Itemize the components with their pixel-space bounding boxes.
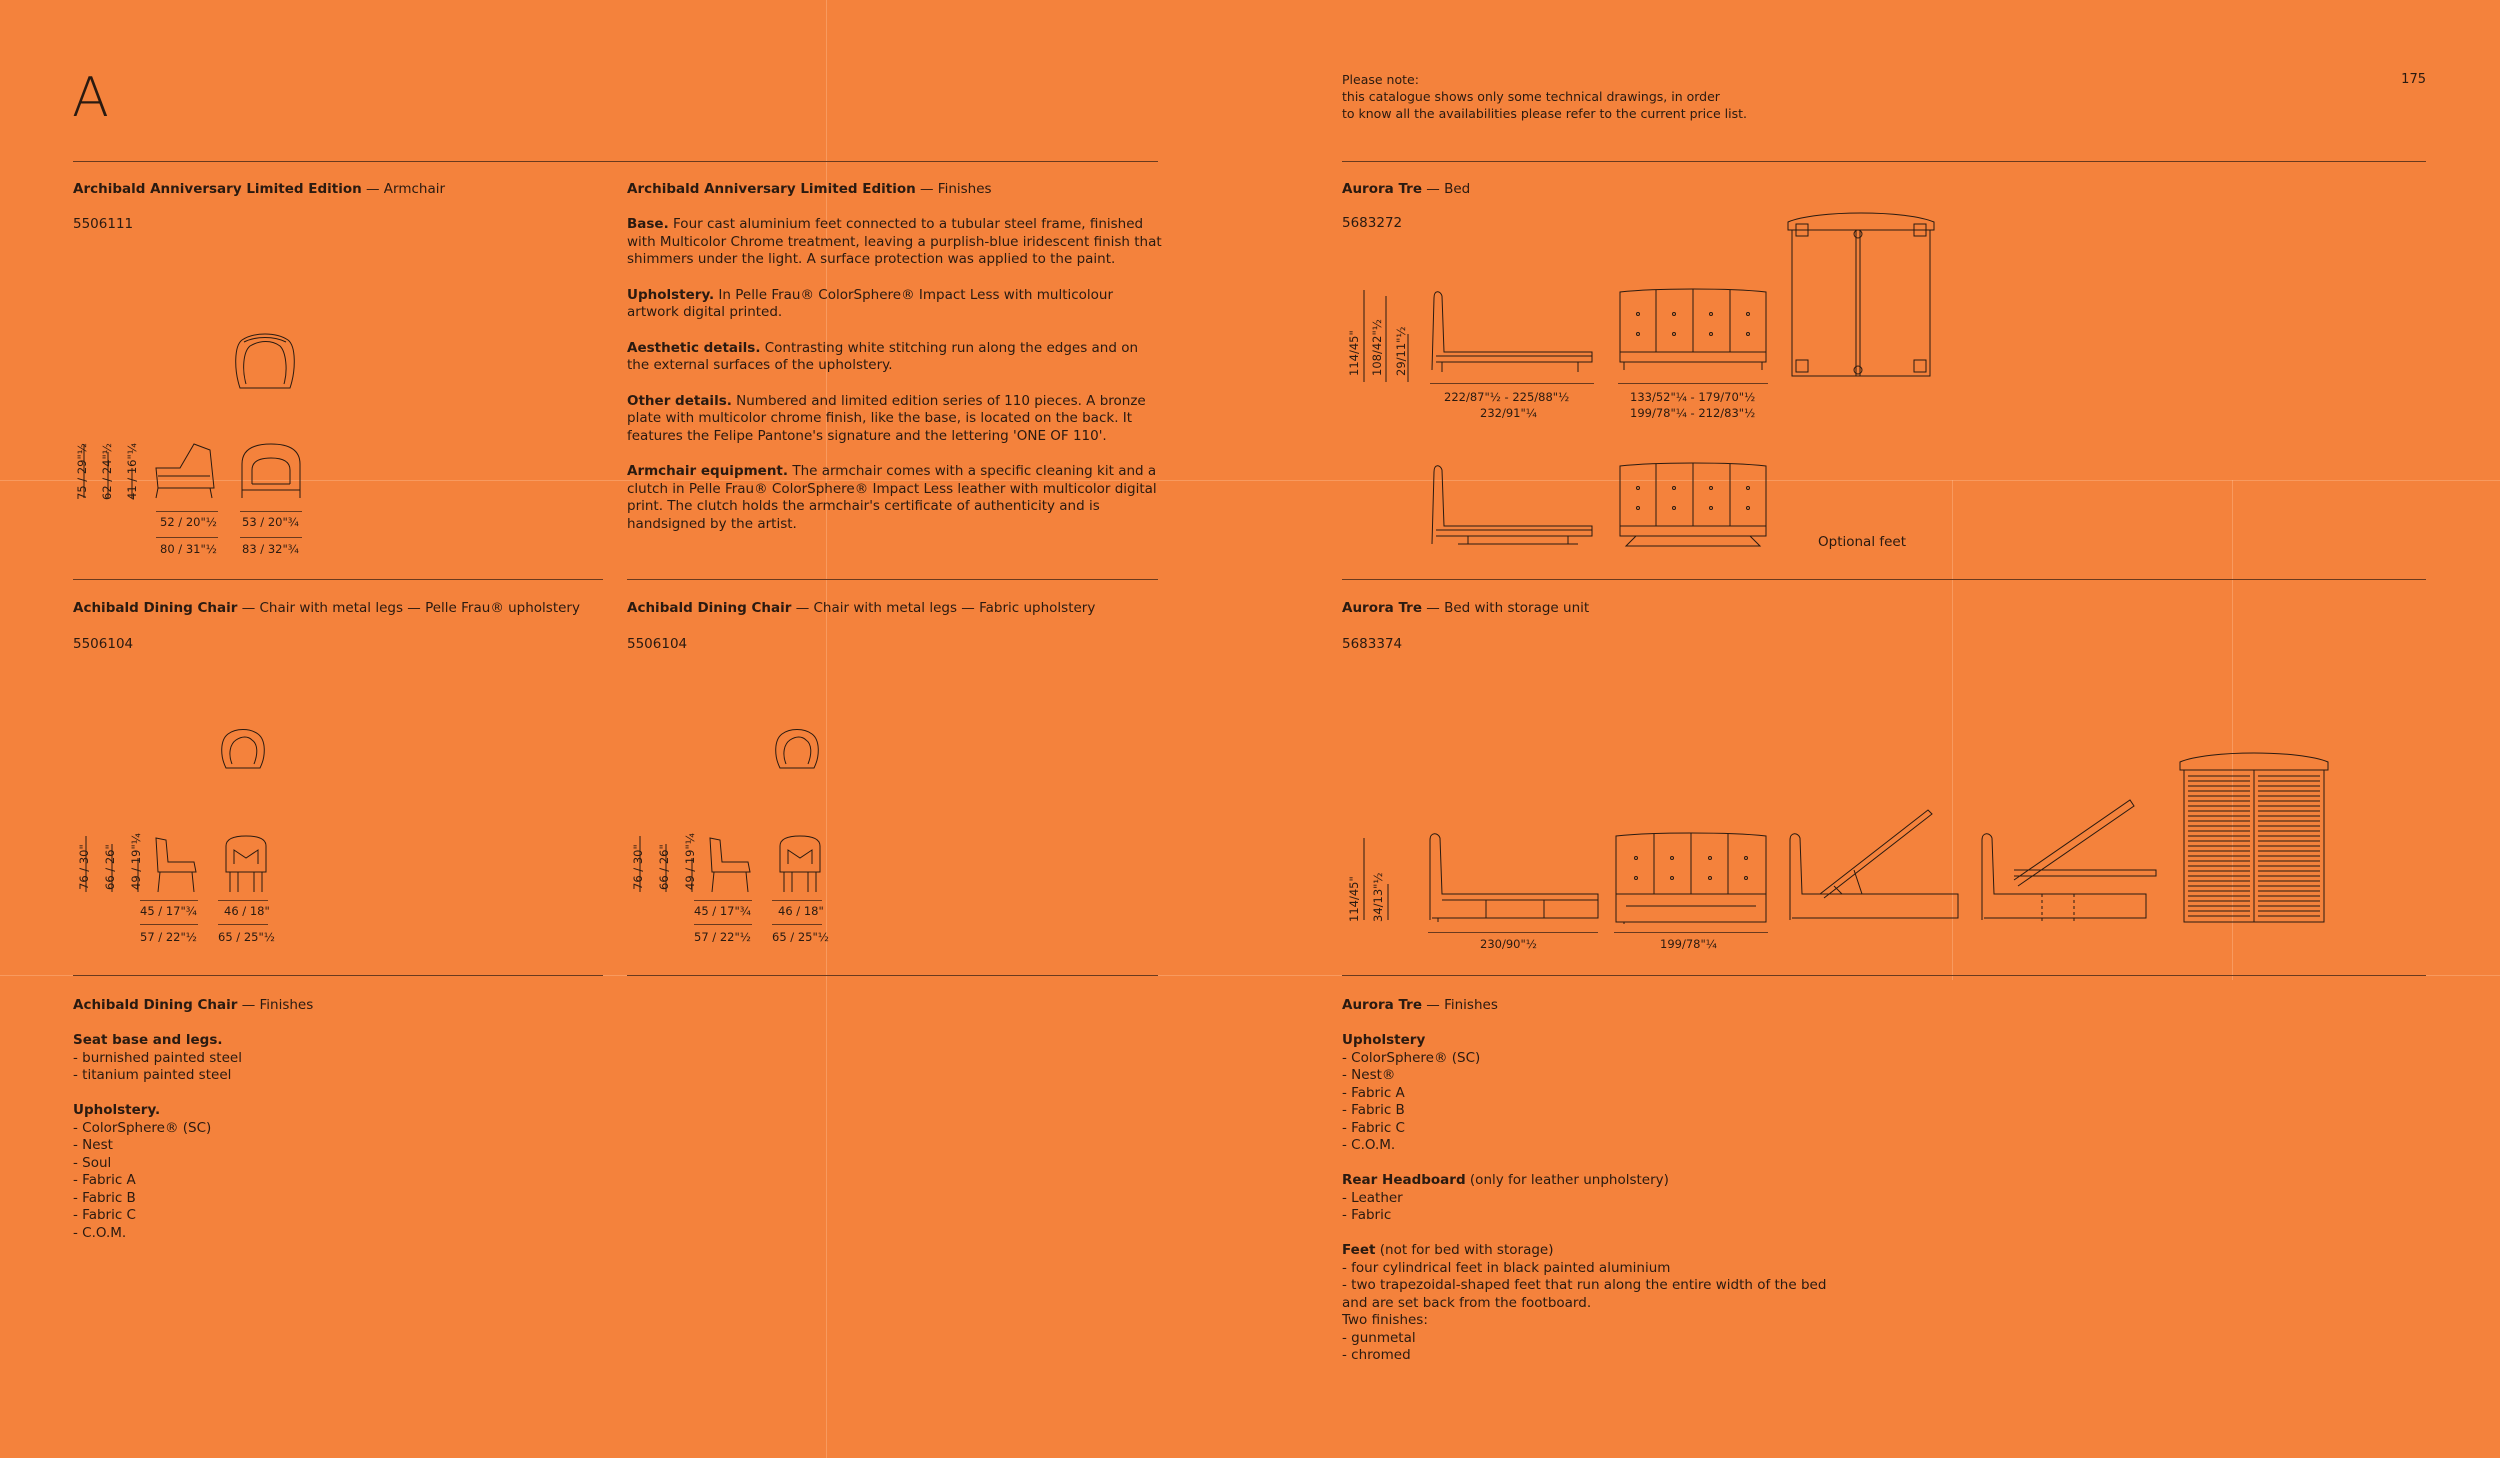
divider bbox=[73, 975, 603, 976]
dim-frame-height: 34/13"½ bbox=[1371, 872, 1385, 922]
dining-chair-side-view-drawing bbox=[150, 834, 202, 894]
dim-line bbox=[140, 924, 198, 925]
dim-seat-height: 41 / 16"¼ bbox=[125, 443, 139, 500]
dim-seat-height: 49 / 19"¼ bbox=[129, 833, 143, 890]
dim-line bbox=[218, 900, 268, 901]
dim-seat-back: 62 / 24"½ bbox=[100, 443, 114, 500]
dim-depth: 52 / 20"½ bbox=[160, 515, 217, 529]
bed-front-view-optional-feet-drawing bbox=[1616, 462, 1770, 558]
product-title-dining-fabric: Achibald Dining Chair — Chair with metal legs — Fabric upholstery bbox=[627, 600, 1096, 616]
dim-line bbox=[240, 537, 302, 538]
bed-front-view-drawing bbox=[1616, 288, 1770, 384]
divider bbox=[73, 161, 1158, 162]
product-title-aurora-storage: Aurora Tre — Bed with storage unit bbox=[1342, 600, 1590, 616]
dim-line bbox=[156, 511, 218, 512]
dim-line bbox=[772, 900, 822, 901]
storage-bed-side-view-drawing bbox=[1424, 830, 1600, 924]
divider bbox=[627, 975, 1158, 976]
dining-chair-front-view-drawing bbox=[776, 834, 824, 894]
dim-height: 76 / 30" bbox=[631, 844, 645, 890]
section-letter: A bbox=[72, 66, 109, 129]
dim-line bbox=[1618, 383, 1768, 384]
dim-seat-back: 66 / 26" bbox=[103, 844, 117, 890]
dim-total-width: 65 / 25"½ bbox=[218, 930, 275, 944]
dim-line bbox=[218, 924, 268, 925]
bed-top-view-drawing bbox=[1786, 208, 1936, 380]
dim-total-depth: 80 / 31"½ bbox=[160, 542, 217, 556]
divider bbox=[1342, 579, 2426, 580]
armchair-side-view-drawing bbox=[150, 440, 220, 502]
product-title-aurora-finishes: Aurora Tre — Finishes bbox=[1342, 997, 1498, 1013]
bed-side-view-drawing bbox=[1428, 288, 1596, 384]
dining-chair-top-view-drawing bbox=[218, 726, 268, 772]
dim-line bbox=[1614, 932, 1768, 933]
dim-line bbox=[1428, 932, 1598, 933]
product-code: 5506104 bbox=[73, 636, 134, 652]
aurora-finishes-list: Upholstery - ColorSphere® (SC) - Nest® - Fabric A - Fabric B - Fabric C - C.O.M. Rear Headboard (only for leather unpholstery) - Leather - Fabric Feet (not for bed with storage) - four cylindrical feet in black painted aluminium - two trapezoidal-shaped feet that run along the entire width of the bed and are set back from the footboard. Two finishes: - gunmetal - chromed bbox=[1342, 1032, 1827, 1363]
dim-line bbox=[240, 511, 302, 512]
product-code: 5683374 bbox=[1342, 636, 1403, 652]
dim-total-depth: 57 / 22"½ bbox=[694, 930, 751, 944]
dim-depth: 45 / 17"¾ bbox=[694, 904, 751, 918]
dim-seat-height: 49 / 19"¼ bbox=[683, 833, 697, 890]
guide-line bbox=[0, 480, 2500, 481]
divider bbox=[1342, 975, 2426, 976]
dim-total-width: 65 / 25"½ bbox=[772, 930, 829, 944]
divider bbox=[627, 579, 1158, 580]
dining-chair-top-view-drawing bbox=[772, 726, 822, 772]
dining-chair-front-view-drawing bbox=[222, 834, 270, 894]
product-title-dining-finishes: Achibald Dining Chair — Finishes bbox=[73, 997, 314, 1013]
dining-finishes-list: Seat base and legs. - burnished painted steel - titanium painted steel Upholstery. - ColorSphere® (SC) - Nest - Soul - Fabric A - Fabric B - Fabric C - C.O.M. bbox=[73, 1032, 242, 1241]
dim-line bbox=[694, 900, 752, 901]
storage-bed-top-view-drawing bbox=[2178, 748, 2330, 926]
storage-bed-lift-storage-drawing bbox=[1976, 794, 2166, 924]
dim-width: 46 / 18" bbox=[778, 904, 824, 918]
storage-bed-lift-open-drawing bbox=[1784, 800, 1960, 924]
product-code: 5506104 bbox=[627, 636, 688, 652]
product-title-dining-leather: Achibald Dining Chair — Chair with metal legs — Pelle Frau® upholstery bbox=[73, 600, 580, 616]
storage-bed-front-view-drawing bbox=[1612, 832, 1770, 926]
dim-total-depth: 57 / 22"½ bbox=[140, 930, 197, 944]
product-title-archibald-armchair: Archibald Anniversary Limited Edition — Armchair bbox=[73, 181, 446, 197]
product-code: 5683272 bbox=[1342, 215, 1403, 231]
divider bbox=[1342, 161, 2426, 162]
divider bbox=[73, 579, 603, 580]
dim-total-length: 232/91"¼ bbox=[1480, 406, 1537, 420]
dim-depth: 45 / 17"¾ bbox=[140, 904, 197, 918]
dim-line bbox=[694, 924, 752, 925]
dim-line bbox=[1430, 383, 1594, 384]
product-code: 5506111 bbox=[73, 216, 134, 232]
catalogue-note: Please note: this catalogue shows only some technical drawings, in order to know all the availabilities please refer to the current price list. bbox=[1342, 72, 1748, 121]
dim-line bbox=[156, 537, 218, 538]
dim-height: 114/45" bbox=[1347, 330, 1361, 376]
dim-width: 53 / 20"¾ bbox=[242, 515, 299, 529]
dim-length: 222/87"½ - 225/88"½ bbox=[1444, 390, 1570, 404]
dining-chair-side-view-drawing bbox=[704, 834, 756, 894]
dim-frame-height: 29/11"½ bbox=[1394, 326, 1408, 376]
dim-total-width: 83 / 32"¾ bbox=[242, 542, 299, 556]
product-title-archibald-finishes: Archibald Anniversary Limited Edition — Finishes bbox=[627, 181, 992, 197]
dim-headboard: 108/42"½ bbox=[1370, 319, 1384, 376]
armchair-top-view-drawing bbox=[230, 330, 310, 392]
armchair-front-view-drawing bbox=[238, 440, 304, 502]
dim-height: 76 / 30" bbox=[77, 844, 91, 890]
dim-line bbox=[772, 924, 822, 925]
page-number: 175 bbox=[2401, 72, 2426, 87]
dim-seat-back: 66 / 26" bbox=[657, 844, 671, 890]
dim-length: 230/90"½ bbox=[1480, 937, 1537, 951]
dim-width: 46 / 18" bbox=[224, 904, 270, 918]
product-title-aurora-bed: Aurora Tre — Bed bbox=[1342, 181, 1471, 197]
dim-height: 114/45" bbox=[1347, 876, 1361, 922]
optional-feet-label: Optional feet bbox=[1818, 534, 1907, 550]
bed-side-view-optional-feet-drawing bbox=[1428, 462, 1596, 558]
archibald-finishes-text: Base. Four cast aluminium feet connected to a tubular steel frame, finished with Multicolor Chrome treatment, leaving a purplish-blue iridescent finish that shimmers under the light. A surface protection was applied to the paint. Upholstery. In Pelle Frau® ColorSphere® Impact Less with multicolour artwork digital printed. Aesthetic details. Contrasting white stitching run along the edges and on the external surfaces of the upholstery. Other details. Numbered and limited edition series of 110 pieces. A bronze plate with multicolor chrome finish, like the base, is located on the back. It features the Felipe Pantone's signature and the lettering 'ONE OF 110'. Armchair equipment. The armchair comes with a specific cleaning kit and a clutch in Pelle Frau® ColorSphere® Impact Less leather with multicolor digital print. The clutch holds the armchair's certificate of authenticity and is handsigned by the artist. bbox=[627, 216, 1162, 532]
dim-total-width: 199/78"¼ - 212/83"½ bbox=[1630, 406, 1756, 420]
dim-line bbox=[140, 900, 198, 901]
dim-height: 75 / 29"½ bbox=[75, 443, 89, 500]
dim-width: 133/52"¼ - 179/70"½ bbox=[1630, 390, 1756, 404]
dim-width: 199/78"¼ bbox=[1660, 937, 1717, 951]
